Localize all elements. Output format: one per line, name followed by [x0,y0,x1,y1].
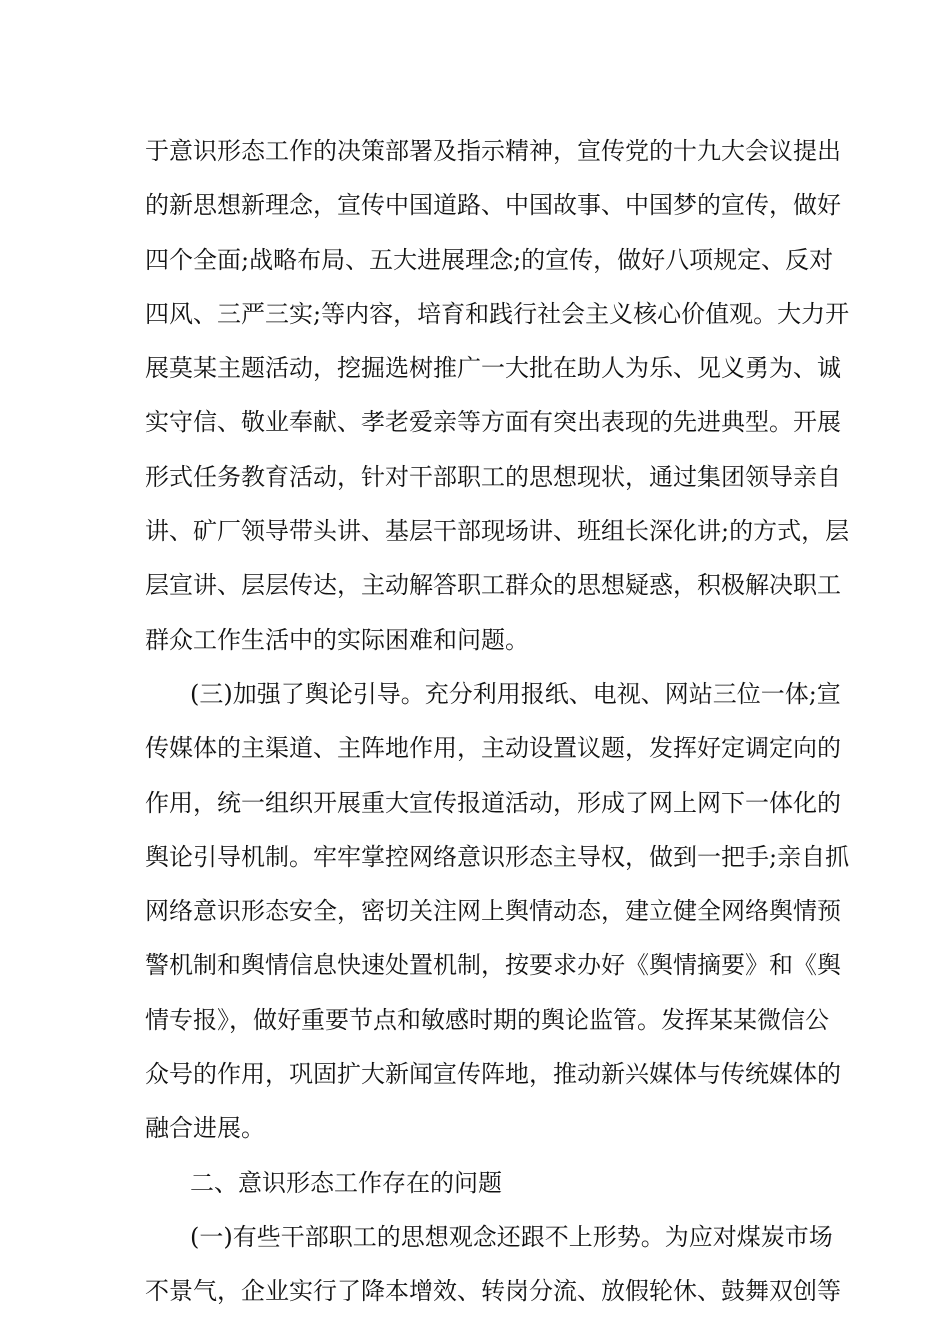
text-line: 四个全面;战略布局、五大进展理念;的宣传，做好八项规定、反对 [145,245,834,274]
text-line: 实守信、敬业奉献、孝老爱亲等方面有突出表现的先进典型。开展 [145,408,841,437]
text-line: 不景气，企业实行了降本增效、转岗分流、放假轮休、鼓舞双创等 [145,1277,841,1306]
text-line: 作用，统一组织开展重大宣传报道活动，形成了网上网下一体化的 [145,788,841,817]
text-line: 传媒体的主渠道、主阵地作用，主动设置议题，发挥好定调定向的 [145,734,841,763]
text-line: 众号的作用，巩固扩大新闻宣传阵地，推动新兴媒体与传统媒体的 [145,1060,841,1089]
document-body [145,124,850,1319]
paragraph-start-line: (三)加强了舆论引导。充分利用报纸、电视、网站三位一体;宣 [190,679,841,708]
text-line: 舆论引导机制。牢牢掌控网络意识形态主导权，做到一把手;亲自抓 [145,842,850,871]
text-line: 讲、矿厂领导带头讲、基层干部现场讲、班组长深化讲;的方式，层 [145,517,850,546]
text-line: 形式任务教育活动，针对干部职工的思想现状，通过集团领导亲自 [145,462,841,491]
section-heading: 二、意识形态工作存在的问题 [190,1168,502,1197]
text-line: 群众工作生活中的实际困难和问题。 [145,625,529,654]
text-line: 于意识形态工作的决策部署及指示精神，宣传党的十九大会议提出 [145,137,841,165]
text-line: 四风、三严三实;等内容，培育和践行社会主义核心价值观。大力开 [145,299,850,328]
text-line: 展莫某主题活动，挖掘选树推广一大批在助人为乐、见义勇为、诚 [145,354,841,383]
text-line: 的新思想新理念，宣传中国道路、中国故事、中国梦的宣传，做好 [145,191,841,220]
text-line: 警机制和舆情信息快速处置机制，按要求办好《舆情摘要》和《舆 [145,951,841,980]
text-line: 融合进展。 [145,1114,265,1143]
text-line: 情专报》，做好重要节点和敏感时期的舆论监管。发挥某某微信公 [145,1005,829,1034]
text-line: 网络意识形态安全，密切关注网上舆情动态，建立健全网络舆情预 [145,897,841,926]
text-line: 层宣讲、层层传达，主动解答职工群众的思想疑惑，积极解决职工 [145,571,841,600]
paragraph-start-line: (一)有些干部职工的思想观念还跟不上形势。为应对煤炭市场 [190,1222,833,1251]
